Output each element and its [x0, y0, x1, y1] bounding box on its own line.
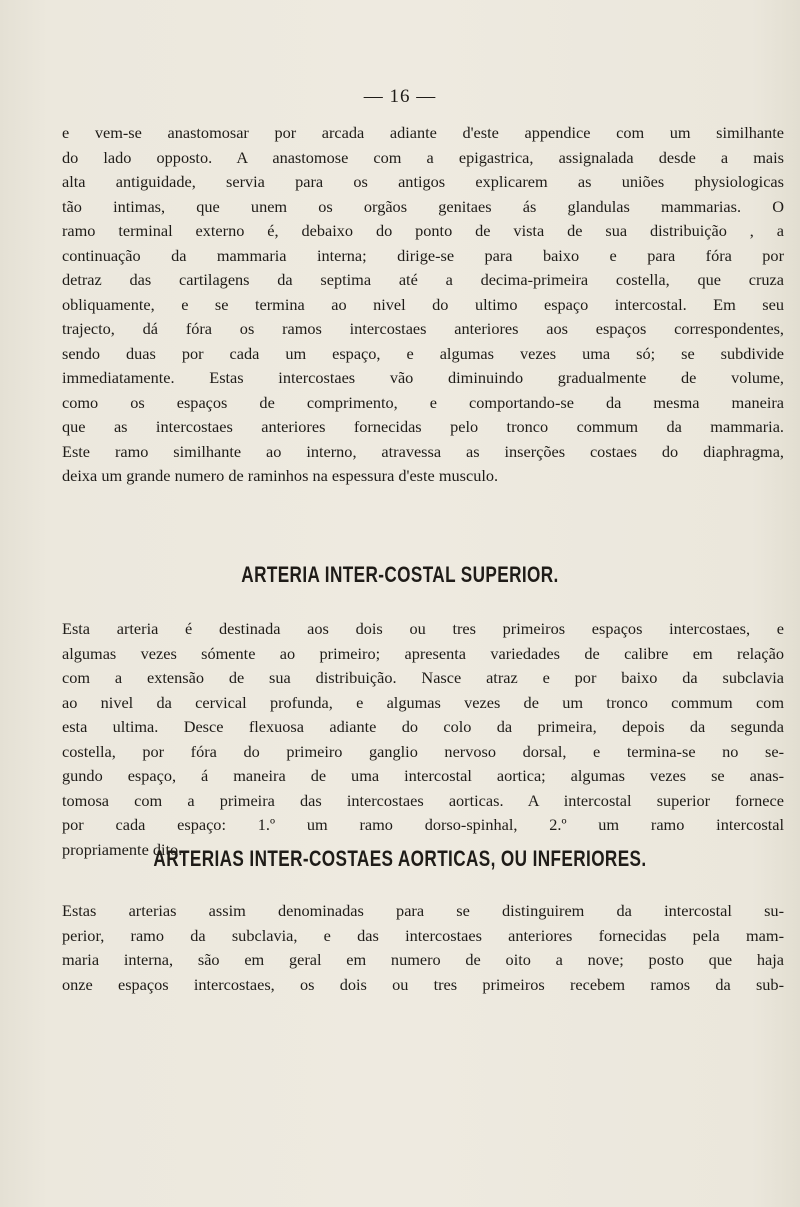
text-line: alta antiguidade, servia para os antigos explicarem as uniões physiologicas [62, 172, 784, 191]
section-heading-intercostaes-aorticas: ARTERIAS INTER-COSTAES AORTICAS, OU INFERIORES. [153, 846, 647, 871]
text-line: costella, por fóra do primeiro ganglio nervoso dorsal, e termina-se no se- [62, 741, 784, 761]
text-line: e vem-se anastomosar por arcada adiante d'este appendice com um similhante [62, 123, 784, 142]
paragraph-text [62, 121, 784, 489]
paragraph-mammaria-branch [62, 121, 784, 489]
text-line: onze espaços intercostaes, os dois ou tres primeiros recebem ramos da sub- [62, 974, 784, 994]
text-line: detraz das cartilagens da septima até a decima-primeira costella, que cruza [62, 270, 784, 289]
text-line: ramo terminal externo é, debaixo do ponto de vista de sua distribuição , a [62, 221, 784, 240]
text-line: Este ramo similhante ao interno, atravessa as inserções costaes do diaphragma, [62, 441, 784, 461]
text-line: sendo duas por cada um espaço, e algumas vezes uma só; se subdivide [62, 343, 784, 363]
text-line: que as intercostaes anteriores fornecidas pelo tronco commum da mammaria. [62, 417, 784, 436]
text-line: com a extensão de sua distribuição. Nasce atraz e por baixo da subclavia [62, 668, 784, 687]
text-line: immediatamente. Estas intercostaes vão diminuindo gradualmente de volume, [62, 368, 784, 387]
text-line: maria interna, são em geral em numero de oito a nove; posto que haja [62, 950, 784, 969]
text-line: Esta arteria é destinada aos dois ou tres primeiros espaços intercostaes, e [62, 619, 784, 638]
text-line: do lado opposto. A anastomose com a epigastrica, assignalada desde a mais [62, 147, 784, 167]
text-line: deixa um grande numero de raminhos na espessura d'este musculo. [62, 466, 499, 485]
text-line: como os espaços de comprimento, e comportando-se da mesma maneira [62, 392, 784, 412]
text-line: tomosa com a primeira das intercostaes aorticas. A intercostal superior fornece [62, 790, 784, 810]
text-line: Estas arterias assim denominadas para se distinguirem da intercostal su- [62, 901, 784, 920]
paragraph-intercostaes-aorticas [62, 899, 784, 997]
text-line: ao nivel da cervical profunda, e algumas vezes de um tronco commum com [62, 692, 784, 712]
text-line: trajecto, dá fóra os ramos intercostaes anteriores aos espaços correspondentes, [62, 319, 784, 338]
text-line: por cada espaço: 1.º um ramo dorso-spinhal, 2.º um ramo intercostal [62, 815, 784, 834]
text-line: propriamente dito. [62, 839, 183, 859]
page-number: — 16 — [363, 86, 437, 107]
section-heading-intercostal-superior: ARTERIA INTER-COSTAL SUPERIOR. [241, 562, 559, 587]
text-line: tão intimas, que unem os orgãos genitaes ás glandulas mammarias. O [62, 196, 784, 216]
paragraph-intercostal-superior [62, 617, 784, 862]
text-line: algumas vezes sómente ao primeiro; apresenta variedades de calibre em relação [62, 643, 784, 663]
text-line: perior, ramo da subclavia, e das intercostaes anteriores fornecidas pela mam- [62, 925, 784, 945]
text-line: continuação da mammaria interna; dirige-se para baixo e para fóra por [62, 245, 784, 265]
paragraph-text [62, 617, 784, 862]
text-line: gundo espaço, á maneira de uma intercostal aortica; algumas vezes se anas- [62, 766, 784, 785]
text-line: esta ultima. Desce flexuosa adiante do colo da primeira, depois da segunda [62, 717, 784, 736]
paragraph-text [62, 899, 784, 997]
text-line: obliquamente, e se termina ao nivel do ultimo espaço intercostal. Em seu [62, 294, 784, 314]
